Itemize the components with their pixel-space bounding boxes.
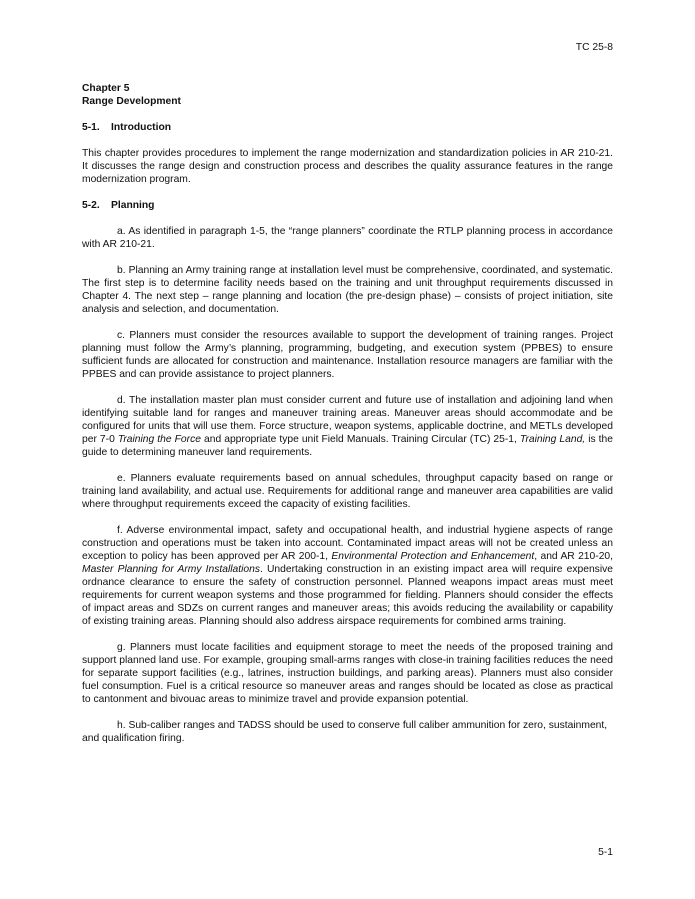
paragraph-d: [82, 394, 613, 459]
paragraph-f-italic-1: Environmental Protection and Enhancement: [331, 551, 535, 562]
chapter-heading: [82, 82, 613, 108]
paragraph-c: c. Planners must consider the resources available to support the development of training ranges. Project planning must follow the Army’s planning, programming, budgeting, and execution system (PPBES) to ensure sufficient funds are allocated for construction and maintenance. Installation resource managers are familiar with the PPBES and can provide assistance to project planners.: [82, 330, 613, 380]
paragraph-a: a. As identified in paragraph 1-5, the “range planners” coordinate the RTLP planning process in accordance with AR 210-21.: [82, 226, 613, 250]
paragraph-g: g. Planners must locate facilities and equipment storage to meet the needs of the proposed training and support planned land use. For example, grouping small-arms ranges with close-in training facilities reduces the need for separate support facilities (e.g., latrines, instruction buildings, and parking areas). Planners must also consider fuel consumption. Fuel is a critical resource so maneuver areas and ranges should be located as close as practical to cantonment and bivouac areas to minimize travel and provide expansion potential.: [82, 642, 613, 705]
paragraph-f-italic-2: Master Planning for Army Installations: [82, 564, 260, 575]
section-heading-planning: [82, 199, 613, 212]
paragraph-f-text-2: , and AR 210-20,: [534, 551, 614, 562]
section-number: 5-1.: [82, 122, 100, 133]
paragraph-f-text-1: f. Adverse environmental impact, safety and occupational health, and industrial hygiene aspects of range construction and operations must be taken into account. Contaminated impact areas will not be created unless an exception to policy has been approved per AR 200-1,: [82, 525, 613, 562]
paragraph-h: h. Sub-caliber ranges and TADSS should be used to conserve full caliber ammunition for zero, sustainment, and qualification firing.: [82, 720, 608, 744]
paragraph-d-text-1: d. The installation master plan must consider current and future use of installation and adjoining land when identifying suitable land for ranges and maneuver training areas. Maneuver areas should accommodate and be configured for units that will use them. Force structure, weapon systems, applicable doctrine, and METLs developed per 7-0: [82, 395, 613, 445]
chapter-number: Chapter 5: [82, 83, 130, 94]
paragraph-d-italic-1: Training the Force: [117, 434, 201, 445]
page-content: [82, 82, 613, 758]
introduction-paragraph: This chapter provides procedures to implement the range modernization and standardization policies in AR 210-21. It discusses the range design and construction process and describes the quality assurance features in the range modernization program.: [82, 148, 613, 185]
section-title: Introduction: [111, 122, 172, 133]
page-number: 5-1: [598, 847, 613, 858]
page-header: TC 25-8: [575, 42, 613, 53]
paragraph-f-text-3: . Undertaking construction in an existing impact area will require expensive ordnance clearance to ensure the safety of construction personnel. Planned weapons impact areas must meet requirements for current weapon systems and those programmed for fielding. Planners should consider the effects of impact areas and SDZs on current ranges and maneuver areas; this avoids reducing the availability or capability of existing training areas. Planning should also address airspace requirements for combined arms training.: [82, 564, 613, 627]
paragraph-d-text-3: is the guide to determining maneuver land requirements.: [82, 434, 613, 458]
paragraph-b: b. Planning an Army training range at installation level must be comprehensive, coordinated, and systematic. The first step is to determine facility needs based on the training and unit throughput requirements discussed in Chapter 4. The next step – range planning and location (the pre-design phase) – consists of project initiation, site analysis and selection, and documentation.: [82, 265, 613, 315]
chapter-title: Range Development: [82, 96, 181, 107]
section-title: Planning: [111, 200, 155, 211]
paragraph-f: [82, 524, 613, 628]
paragraph-d-text-2: and appropriate type unit Field Manuals. Training Circular (TC) 25-1,: [200, 434, 520, 445]
paragraph-d-italic-2: Training Land,: [519, 434, 586, 445]
section-number: 5-2.: [82, 200, 100, 211]
paragraph-e: e. Planners evaluate requirements based on annual schedules, throughput capacity based on range or training land availability, and actual use. Requirements for additional range and maneuver area capabilities are valid where throughput requirements exceed the capacity of existing facilities.: [82, 473, 613, 510]
section-heading-introduction: [82, 121, 613, 134]
